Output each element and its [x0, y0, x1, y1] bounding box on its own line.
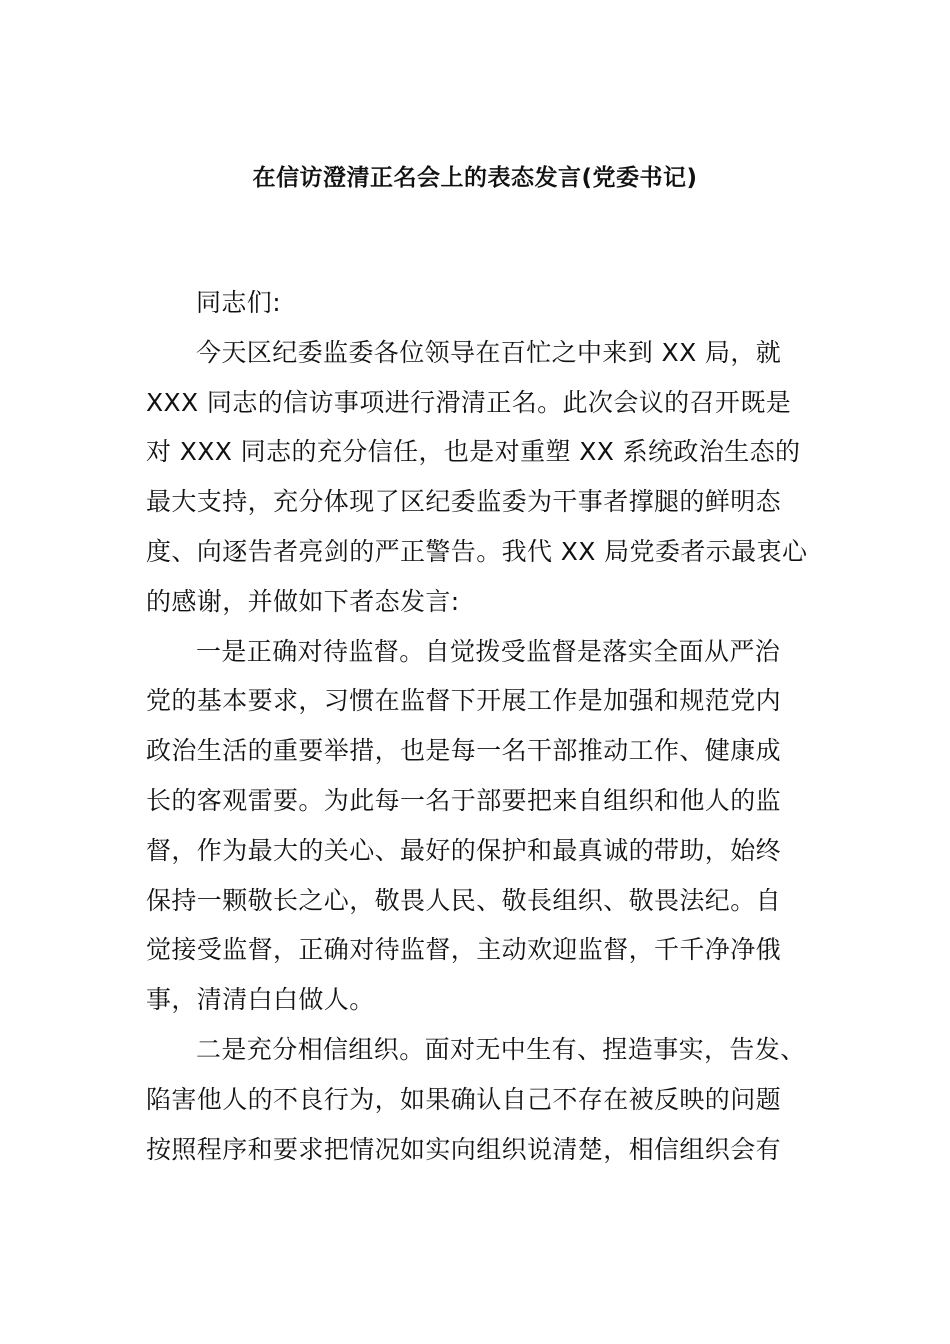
body-line: 保持一颗敬长之心，敬畏人民、敬長组织、敬畏法纪。自: [146, 885, 782, 915]
section-one-line: 一是正确对待监督。自觉拨受监督是落实全面从严治: [196, 636, 781, 666]
body-line: 事，清清白白做人。: [146, 985, 375, 1015]
document-body: [146, 278, 826, 1174]
body-line: 最大支持，充分体现了区纪委监委为干事者撑腿的鲜明态: [146, 487, 782, 517]
body-line: 政治生活的重要举措，也是每一名干部推动工作、健康成: [146, 736, 782, 766]
body-line: 党的基本要求，习惯在监督下开展工作是加强和规范党内: [146, 686, 782, 716]
document-title: 在信访澄清正名会上的表态发言(党委书记): [252, 165, 698, 191]
salutation-line: 同志们:: [196, 288, 282, 317]
body-line: 觉接受监督，正确对待监督，主动欢迎监督，千千净净俄: [146, 935, 782, 965]
body-line: 按照程序和要求把情况如实向组织说清楚，相信组织会有: [146, 1134, 782, 1164]
body-line: 对 XXX 同志的充分信任，也是对重塑 XX 系统政治生态的: [146, 437, 801, 467]
body-line: 陷害他人的不良行为，如果确认自己不存在被反映的问题: [146, 1084, 782, 1114]
body-line: 长的客观雷要。为此每一名于部要把来自组织和他人的监: [146, 785, 782, 815]
body-line: 的感谢，并做如下者态发言:: [146, 586, 460, 616]
body-line: 度、向逐告者亮剑的严正警告。我代 XX 局党委者示最衷心: [146, 536, 808, 566]
section-two-line: 二是充分相信组织。面对无中生有、捏造事实，告发、: [196, 1034, 806, 1064]
body-line: 今天区纪委监委各位领导在百忙之中来到 XX 局，就: [196, 337, 782, 367]
body-line: XXX 同志的信访事项进行滑清正名。此次会议的召开既是: [146, 387, 792, 417]
body-line: 督，作为最大的关心、最好的保护和最真诚的带助，始终: [146, 835, 782, 865]
